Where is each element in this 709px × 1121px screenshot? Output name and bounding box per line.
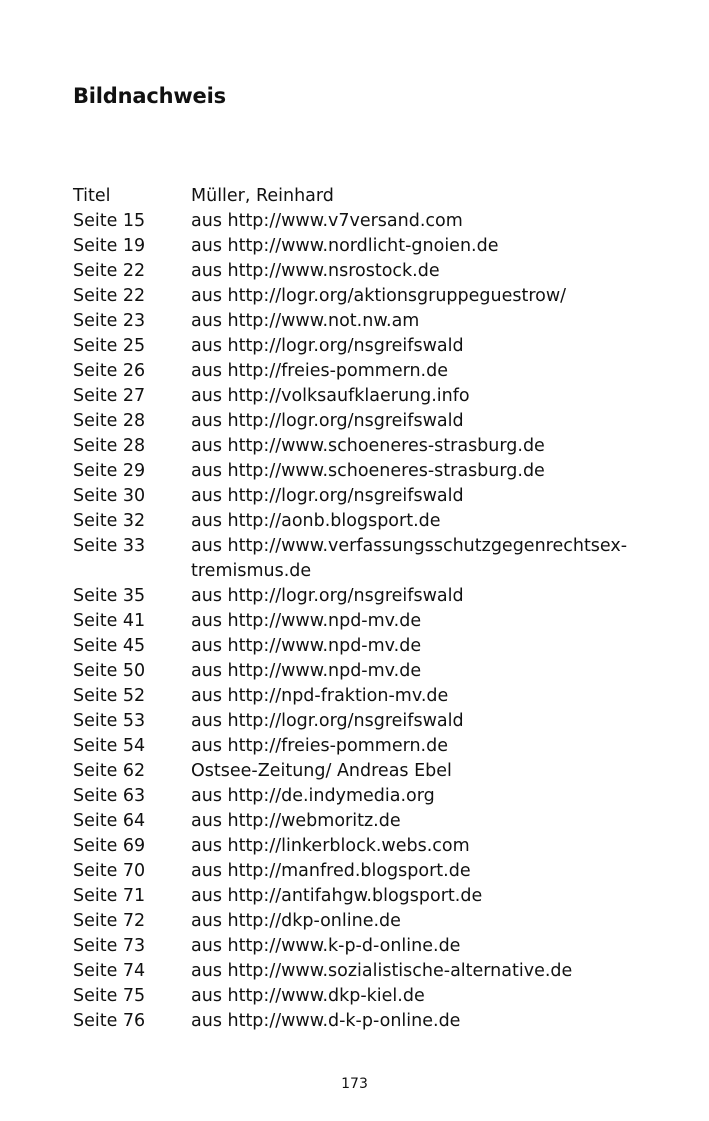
credit-row: [73, 509, 673, 534]
credit-page-label: Seite 63: [73, 786, 146, 806]
credit-page-label: Seite 32: [73, 511, 146, 531]
credit-source-line: aus http://www.nordlicht-gnoien.de: [191, 236, 499, 256]
credit-source: [191, 809, 673, 834]
credit-row: [73, 984, 673, 1009]
credit-page-label: Seite 23: [73, 311, 146, 331]
credit-source: [191, 909, 673, 934]
credit-source: [191, 784, 673, 809]
credit-source: [191, 309, 673, 334]
credit-row: [73, 534, 673, 584]
credit-page-label: Seite 25: [73, 336, 146, 356]
credit-row: [73, 234, 673, 259]
credit-page-label: Seite 22: [73, 286, 146, 306]
credit-page-label: Seite 35: [73, 586, 146, 606]
credit-row: [73, 259, 673, 284]
credit-page-label: Seite 72: [73, 911, 146, 931]
credit-page-label: Seite 71: [73, 886, 146, 906]
credit-row: [73, 659, 673, 684]
credit-source: [191, 534, 673, 584]
credit-source-line: aus http://logr.org/nsgreifswald: [191, 586, 464, 606]
credit-source-line: aus http://aonb.blogsport.de: [191, 511, 441, 531]
credit-source-line: Müller, Reinhard: [191, 186, 334, 206]
credit-row: [73, 384, 673, 409]
credit-row: [73, 934, 673, 959]
credit-page-label: Seite 75: [73, 986, 146, 1006]
credit-source: [191, 284, 673, 309]
credit-page-label: Seite 52: [73, 686, 146, 706]
credit-source: [191, 409, 673, 434]
credit-source: [191, 634, 673, 659]
credit-page-label: Seite 45: [73, 636, 146, 656]
credit-source-line: aus http://www.schoeneres-strasburg.de: [191, 436, 545, 456]
credit-source-line: aus http://logr.org/nsgreifswald: [191, 411, 464, 431]
credit-source-line: aus http://freies-pommern.de: [191, 736, 448, 756]
credits-list: [73, 184, 673, 1034]
credit-source-line: aus http://www.nsrostock.de: [191, 261, 440, 281]
credit-page-label: Seite 50: [73, 661, 146, 681]
credit-row: [73, 309, 673, 334]
credit-row: [73, 409, 673, 434]
credit-source-line: aus http://www.d-k-p-online.de: [191, 1011, 461, 1031]
credit-source: [191, 734, 673, 759]
credit-page-label: Seite 73: [73, 936, 146, 956]
credit-row: [73, 184, 673, 209]
credit-page-label: Seite 41: [73, 611, 146, 631]
credit-source-line: aus http://www.npd-mv.de: [191, 611, 422, 631]
credit-source: [191, 209, 673, 234]
credit-row: [73, 359, 673, 384]
credit-source: [191, 759, 673, 784]
credit-page-label: Seite 28: [73, 411, 146, 431]
credit-source: [191, 584, 673, 609]
credit-row: [73, 784, 673, 809]
credit-row: [73, 284, 673, 309]
credit-source-line: aus http://www.not.nw.am: [191, 311, 420, 331]
credit-row: [73, 709, 673, 734]
credit-source-line: aus http://logr.org/nsgreifswald: [191, 486, 464, 506]
credit-source: [191, 609, 673, 634]
credit-row: [73, 759, 673, 784]
credit-source-line: aus http://webmoritz.de: [191, 811, 401, 831]
credit-row: [73, 959, 673, 984]
credit-row: [73, 809, 673, 834]
credit-page-label: Seite 22: [73, 261, 146, 281]
credit-source-line: aus http://linkerblock.webs.com: [191, 836, 470, 856]
credit-row: [73, 884, 673, 909]
credit-source-line: aus http://npd-fraktion-mv.de: [191, 686, 449, 706]
credit-source: [191, 334, 673, 359]
credit-source-line: aus http://www.k-p-d-online.de: [191, 936, 461, 956]
credit-source: [191, 484, 673, 509]
credit-source: [191, 859, 673, 884]
credit-page-label: Seite 74: [73, 961, 146, 981]
credit-row: [73, 334, 673, 359]
credit-source: [191, 234, 673, 259]
credit-source: [191, 359, 673, 384]
credit-source: [191, 259, 673, 284]
credit-row: [73, 909, 673, 934]
credit-source-line: aus http://logr.org/aktionsgruppeguestrow/: [191, 286, 567, 306]
credit-page-label: Seite 53: [73, 711, 146, 731]
credit-page-label: Seite 33: [73, 536, 146, 556]
credit-source: [191, 184, 673, 209]
credit-page-label: Seite 64: [73, 811, 146, 831]
credit-page-label: Seite 19: [73, 236, 146, 256]
credit-page-label: Seite 26: [73, 361, 146, 381]
credit-row: [73, 834, 673, 859]
credit-page-label: Seite 69: [73, 836, 146, 856]
credit-page-label: Seite 30: [73, 486, 146, 506]
credit-source: [191, 509, 673, 534]
credit-source: [191, 659, 673, 684]
credit-row: [73, 459, 673, 484]
credit-source-line: aus http://www.verfassungsschutzgegenrechtsex-: [191, 536, 628, 556]
credit-row: [73, 859, 673, 884]
credit-page-label: Seite 28: [73, 436, 146, 456]
credit-row: [73, 609, 673, 634]
credit-source: [191, 709, 673, 734]
credit-source-line: aus http://logr.org/nsgreifswald: [191, 711, 464, 731]
credit-source-line: aus http://dkp-online.de: [191, 911, 401, 931]
credit-source-line: aus http://antifahgw.blogsport.de: [191, 886, 483, 906]
credit-source-line: aus http://www.v7versand.com: [191, 211, 463, 231]
credit-source: [191, 834, 673, 859]
credit-row: [73, 434, 673, 459]
credit-row: [73, 484, 673, 509]
credit-source-line: aus http://de.indymedia.org: [191, 786, 435, 806]
credit-source-line: aus http://manfred.blogsport.de: [191, 861, 471, 881]
credit-source-line: tremismus.de: [191, 561, 312, 581]
credit-page-label: Titel: [73, 186, 111, 206]
credit-source: [191, 1009, 673, 1034]
credit-row: [73, 634, 673, 659]
credit-source: [191, 684, 673, 709]
credit-page-label: Seite 27: [73, 386, 146, 406]
credit-row: [73, 209, 673, 234]
credit-page-label: Seite 76: [73, 1011, 146, 1031]
credit-source: [191, 884, 673, 909]
credit-source: [191, 984, 673, 1009]
credit-source-line: aus http://www.sozialistische-alternative.de: [191, 961, 573, 981]
credit-source-line: aus http://www.npd-mv.de: [191, 661, 422, 681]
credit-row: [73, 734, 673, 759]
credit-source: [191, 434, 673, 459]
credit-source: [191, 459, 673, 484]
credit-page-label: Seite 62: [73, 761, 146, 781]
credit-source-line: aus http://www.schoeneres-strasburg.de: [191, 461, 545, 481]
credit-page-label: Seite 15: [73, 211, 146, 231]
page-number: 173: [341, 1076, 368, 1092]
credit-source-line: aus http://www.npd-mv.de: [191, 636, 422, 656]
credit-source-line: aus http://volksaufklaerung.info: [191, 386, 470, 406]
credit-source: [191, 384, 673, 409]
credit-row: [73, 1009, 673, 1034]
credit-page-label: Seite 70: [73, 861, 146, 881]
credit-source-line: aus http://logr.org/nsgreifswald: [191, 336, 464, 356]
credit-row: [73, 584, 673, 609]
credit-page-label: Seite 29: [73, 461, 146, 481]
credit-row: [73, 684, 673, 709]
credit-source-line: aus http://freies-pommern.de: [191, 361, 448, 381]
page-heading: Bildnachweis: [73, 84, 226, 108]
credit-source: [191, 959, 673, 984]
credit-source-line: aus http://www.dkp-kiel.de: [191, 986, 425, 1006]
credit-source: [191, 934, 673, 959]
credit-source-line: Ostsee-Zeitung/ Andreas Ebel: [191, 761, 452, 781]
credit-page-label: Seite 54: [73, 736, 146, 756]
